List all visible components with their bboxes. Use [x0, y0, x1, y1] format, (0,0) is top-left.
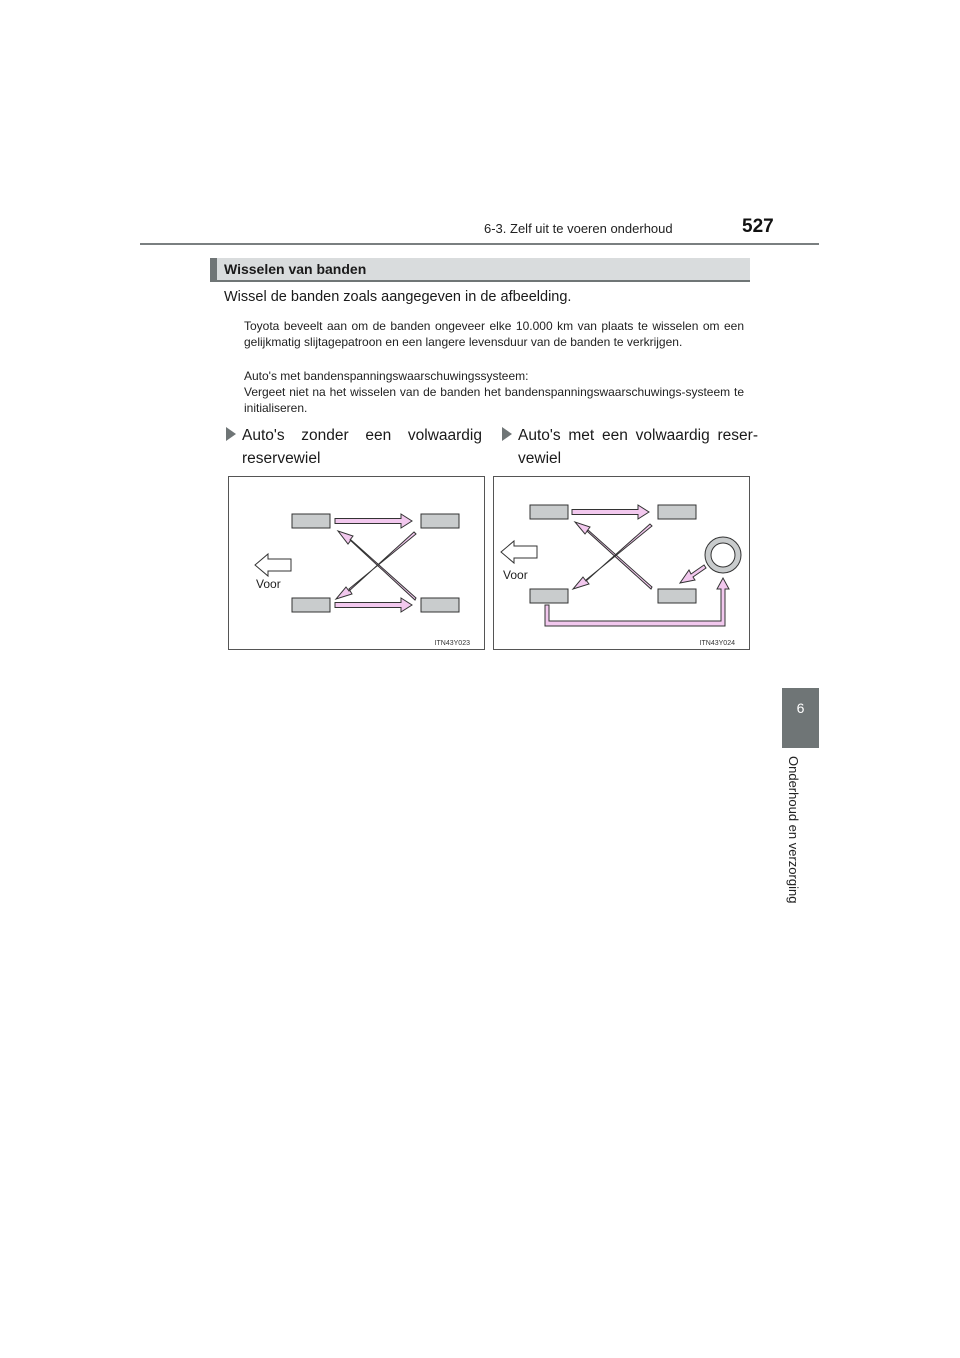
page-number: 527	[742, 216, 774, 237]
arrow-right-icon	[335, 598, 412, 612]
intro-text: Wissel de banden zoals aangegeven in de afbeelding.	[224, 289, 572, 305]
tire-rear-left	[421, 514, 459, 528]
section-heading-accent	[210, 258, 217, 282]
figure-rotation-with-spare	[493, 476, 750, 650]
arrow-right-icon	[572, 505, 649, 519]
arrow-right-icon	[335, 514, 412, 528]
arrow-bent-icon	[545, 578, 729, 626]
case-without-spare	[242, 424, 482, 470]
header-divider	[140, 243, 819, 245]
tire-front-left	[530, 505, 568, 519]
front-label: Voor	[503, 568, 528, 582]
tire-rear-right	[421, 598, 459, 612]
tpms-paragraph	[244, 368, 744, 416]
tire-front-left	[292, 514, 330, 528]
chapter-title: Onderhoud en verzorging	[786, 756, 801, 904]
recommendation-paragraph: Toyota beveelt aan om de banden ongeveer elke 10.000 km van plaats te wisselen om een gelijkmatig slijtagepatroon en een langere levensduur van de banden te verkrijgen.	[244, 319, 744, 349]
tpms-paragraph-line2: Vergeet niet na het wisselen van de banden het bandenspanningswaarschuwings-systeem te initialiseren.	[244, 385, 744, 415]
tire-front-right	[530, 589, 568, 603]
figure-code: ITN43Y023	[434, 640, 470, 647]
triangle-bullet-icon	[226, 427, 236, 441]
chapter-number: 6	[796, 700, 805, 716]
triangle-bullet-icon	[502, 427, 512, 441]
case-with-spare	[518, 424, 758, 470]
case-label: Auto's zonder een volwaardig reservewiel	[242, 427, 482, 467]
arrow-diagonal-icon	[680, 565, 706, 583]
section-heading-bar	[210, 258, 750, 282]
section-heading: Wisselen van banden	[224, 261, 367, 277]
front-direction-arrow-icon	[501, 541, 537, 563]
rotation-diagram	[229, 477, 486, 651]
figure-code: ITN43Y024	[699, 640, 735, 647]
front-direction-arrow-icon	[255, 554, 291, 576]
figure-rotation-without-spare	[228, 476, 485, 650]
tpms-paragraph-line1: Auto's met bandenspanningswaarschuwingssysteem:	[244, 369, 529, 383]
tire-front-right	[292, 598, 330, 612]
tire-rear-left	[658, 505, 696, 519]
tire-rear-right	[658, 589, 696, 603]
rotation-diagram	[494, 477, 751, 651]
front-label: Voor	[256, 577, 281, 591]
header-section-title: 6-3. Zelf uit te voeren onderhoud	[484, 221, 673, 236]
spare-tire-hub	[711, 543, 735, 567]
case-label: Auto's met een volwaardig reser-vewiel	[518, 427, 758, 467]
chapter-tab	[782, 688, 819, 748]
